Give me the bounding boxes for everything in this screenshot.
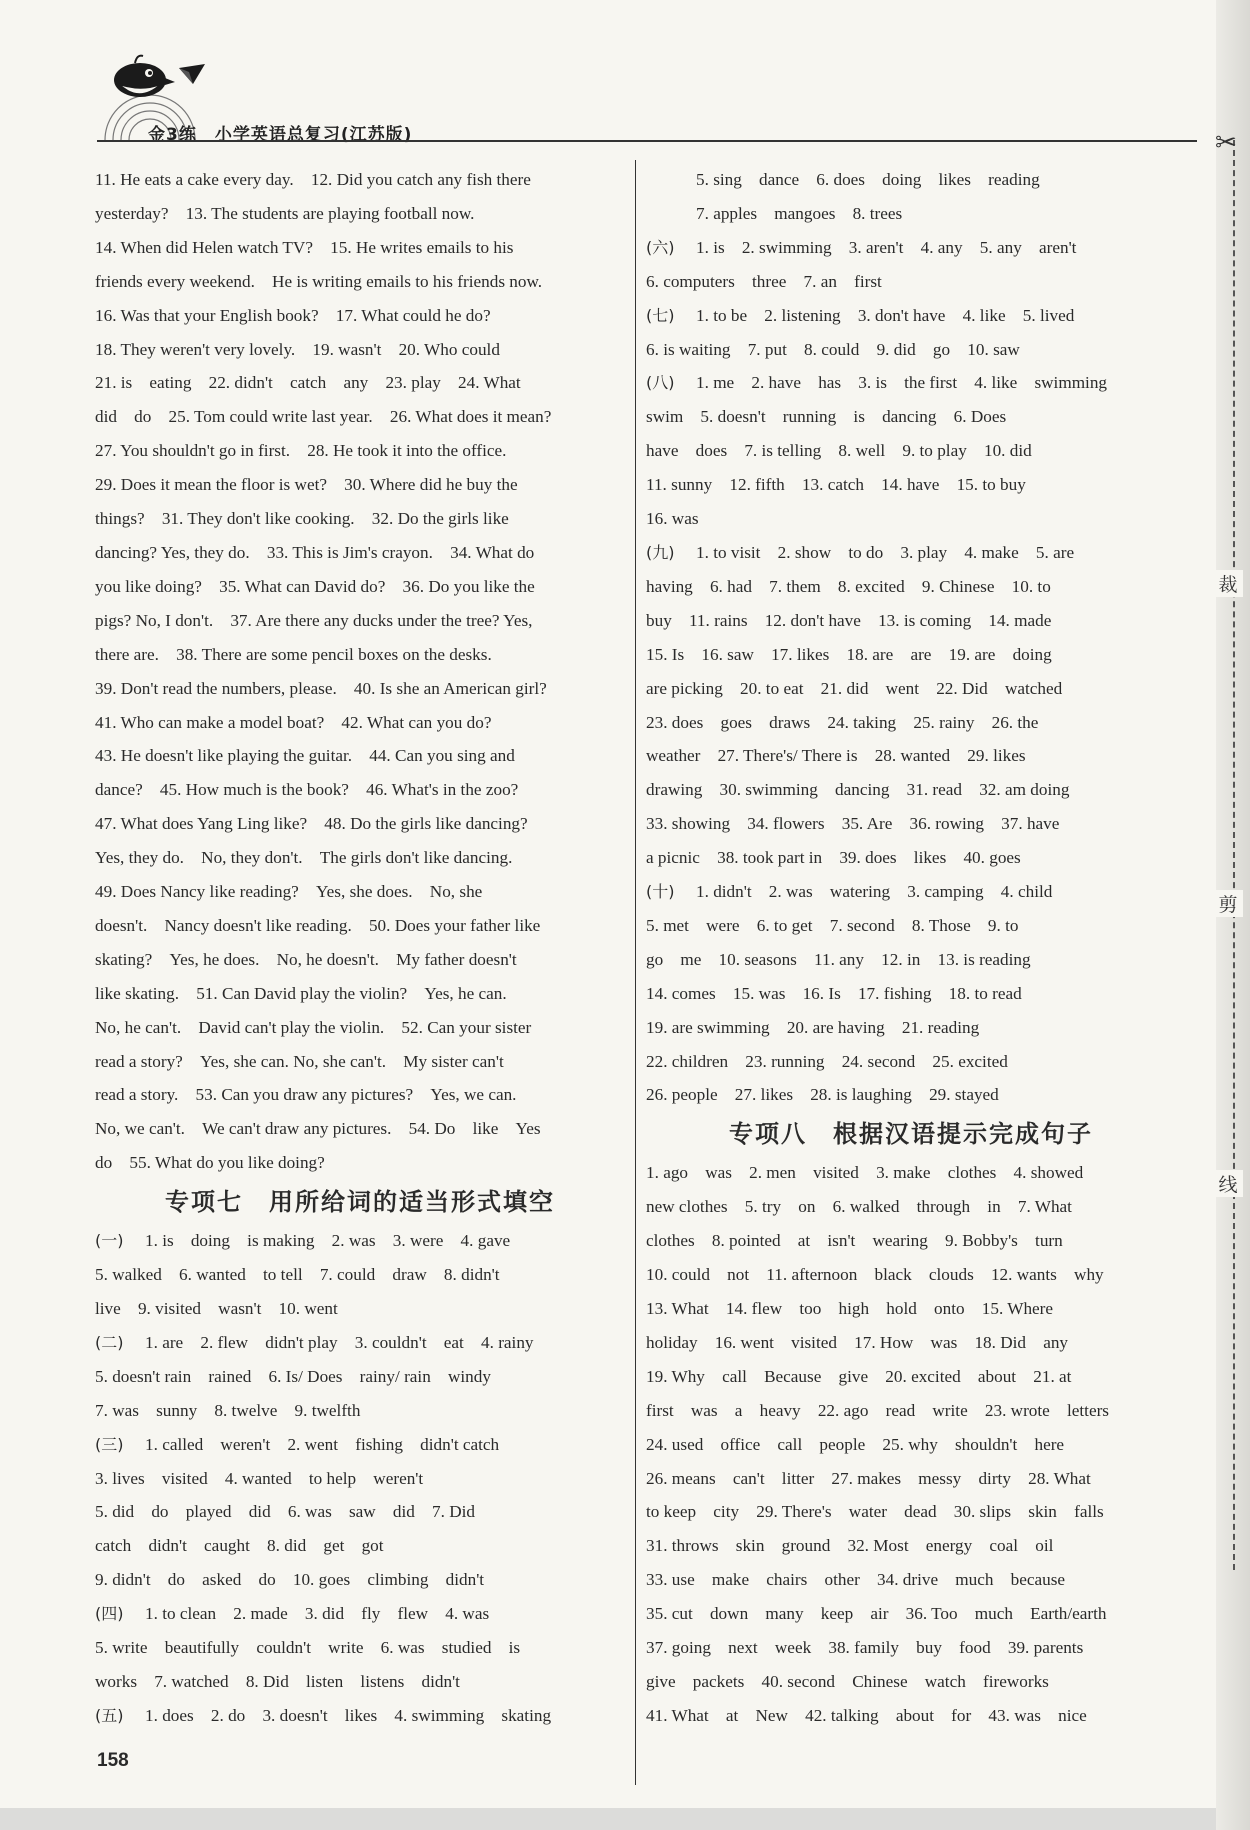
section-7-group-2 (95, 1326, 625, 1428)
answer-line: 13. What 14. flew too high hold onto 15. Where (646, 1299, 1054, 1318)
answer-line: 43. He doesn't like playing the guitar. 44. Can you sing and (95, 746, 515, 766)
answer-line: 1. to visit 2. show to do 3. play 4. make 5. are (696, 542, 1075, 562)
section-7-group-10 (646, 875, 1176, 1112)
answer-line: having 6. had 7. them 8. excited 9. Chinese 10. to (646, 576, 1051, 596)
answer-line: 1. does 2. do 3. doesn't likes 4. swimming skating (145, 1705, 552, 1725)
answer-line: 37. going next week 38. family buy food 39. parents (646, 1638, 1084, 1658)
side-mark-xian: 线 (1213, 1170, 1243, 1197)
group-label: (九) (646, 542, 675, 562)
section-7-group-5-cont (646, 163, 1176, 231)
answer-line: 1. to be 2. listening 3. don't have 4. like 5. lived (696, 305, 1075, 325)
section-8-lines (646, 1156, 1176, 1732)
bottom-scan-band (0, 1808, 1250, 1830)
answer-line: buy 11. rains 12. don't have 13. is coming 14. made (646, 610, 1052, 630)
answer-line: 26. people 27. likes 28. is laughing 29. stayed (646, 1085, 999, 1105)
left-column (95, 163, 625, 1733)
answer-line: 10. could not 11. afternoon black clouds 12. wants why (646, 1265, 1104, 1285)
answer-line: 29. Does it mean the floor is wet? 30. Where did he buy the (95, 475, 518, 495)
column-divider (635, 160, 636, 1785)
answer-line: 11. sunny 12. fifth 13. catch 14. have 15. to buy (646, 475, 1026, 495)
answer-line: 1. ago was 2. men visited 3. make clothes 4. showed (646, 1163, 1084, 1183)
scissors-icon: ✂ (1215, 128, 1237, 157)
answer-line: 41. What at New 42. talking about for 43. was nice (646, 1705, 1087, 1725)
answer-line: pigs? No, I don't. 37. Are there any ducks under the tree? Yes, (95, 610, 533, 630)
section-7-group-9 (646, 536, 1176, 875)
answer-line: 16. was (646, 509, 699, 529)
section-7-title: 专项七 用所给词的适当形式填空 (165, 1188, 555, 1217)
answer-line: 16. Was that your English book? 17. What could he do? (95, 305, 491, 325)
answer-line: 14. comes 15. was 16. Is 17. fishing 18. to read (646, 983, 1022, 1003)
answer-line: first was a heavy 22. ago read write 23. wrote letters (646, 1400, 1109, 1420)
group-label: (二) (95, 1332, 124, 1352)
answer-line: 15. Is 16. saw 17. likes 18. are are 19. are doing (646, 644, 1052, 664)
answer-line: dancing? Yes, they do. 33. This is Jim's crayon. 34. What do (95, 542, 535, 562)
section-8-title: 专项八 根据汉语提示完成句子 (729, 1120, 1093, 1149)
answer-line: things? 31. They don't like cooking. 32. Do the girls like (95, 509, 509, 529)
answer-line: 19. Why call Because give 20. excited about 21. at (646, 1366, 1072, 1386)
answer-line: 24. used office call people 25. why shouldn't here (646, 1434, 1065, 1454)
answer-line: 1. is doing is making 2. was 3. were 4. gave (145, 1231, 511, 1251)
answer-line: doesn't. Nancy doesn't like reading. 50. Does your father like (95, 915, 541, 935)
answer-line: new clothes 5. try on 6. walked through in 7. What (646, 1197, 1072, 1217)
answer-line: 1. is 2. swimming 3. aren't 4. any 5. any aren't (696, 237, 1077, 257)
answer-line: 5. write beautifully couldn't write 6. was studied is (95, 1638, 521, 1658)
answer-line: 1. didn't 2. was watering 3. camping 4. child (696, 882, 1053, 902)
answer-line: 5. sing dance 6. does doing likes reading (696, 170, 1040, 189)
answer-line: like skating. 51. Can David play the violin? Yes, he can. (95, 983, 507, 1003)
answer-line: 6. is waiting 7. put 8. could 9. did go 10. saw (646, 339, 1020, 359)
answer-line: 47. What does Yang Ling like? 48. Do the girls like dancing? (95, 814, 528, 834)
answer-line: swim 5. doesn't running is dancing 6. Does (646, 407, 1007, 427)
side-mark-jian: 剪 (1213, 890, 1243, 917)
section-7-group-5-start (95, 1699, 625, 1733)
answer-line: read a story. 53. Can you draw any pictures? Yes, we can. (95, 1085, 517, 1105)
answer-line: 39. Don't read the numbers, please. 40. Is she an American girl? (95, 678, 547, 698)
answer-line: 14. When did Helen watch TV? 15. He writes emails to his (95, 237, 514, 257)
page-number: 158 (97, 1750, 129, 1771)
answer-line: clothes 8. pointed at isn't wearing 9. Bobby's turn (646, 1231, 1063, 1251)
answer-line: 5. did do played did 6. was saw did 7. Did (95, 1502, 476, 1522)
cut-line (1233, 140, 1235, 1570)
answer-line: No, we can't. We can't draw any pictures. 54. Do like Yes (95, 1119, 541, 1139)
group-label: (八) (646, 373, 675, 393)
answer-line: do 55. What do you like doing? (95, 1153, 325, 1173)
answer-line: 1. me 2. have has 3. is the first 4. like swimming (696, 373, 1108, 393)
answer-line: weather 27. There's/ There is 28. wanted 29. likes (646, 746, 1026, 766)
answer-line: 7. apples mangoes 8. trees (696, 203, 903, 223)
answer-line: go me 10. seasons 11. any 12. in 13. is reading (646, 949, 1031, 969)
answer-line: 19. are swimming 20. are having 21. reading (646, 1017, 980, 1037)
group-label: (六) (646, 237, 675, 257)
group-label: (五) (95, 1705, 124, 1725)
answer-line: Yes, they do. No, they don't. The girls don't like dancing. (95, 848, 513, 868)
answer-line: 33. showing 34. flowers 35. Are 36. rowing 37. have (646, 814, 1060, 834)
answer-line: yesterday? 13. The students are playing football now. (95, 203, 475, 223)
answer-line: 1. to clean 2. made 3. did fly flew 4. was (145, 1604, 490, 1624)
section-7-group-8 (646, 366, 1176, 536)
answer-line: 41. Who can make a model boat? 42. What can you do? (95, 712, 492, 732)
group-label: (一) (95, 1231, 124, 1251)
right-column (646, 163, 1176, 1733)
answer-line: 35. cut down many keep air 36. Too much Earth/earth (646, 1604, 1107, 1624)
answer-line: 21. is eating 22. didn't catch any 23. play 24. What (95, 373, 521, 393)
answer-line: live 9. visited wasn't 10. went (95, 1299, 338, 1318)
answer-line: you like doing? 35. What can David do? 36. Do you like the (95, 576, 535, 596)
answer-line: catch didn't caught 8. did get got (95, 1536, 384, 1556)
answer-line: have does 7. is telling 8. well 9. to play 10. did (646, 441, 1032, 461)
book-brand-title: 金3练 小学英语总复习(江苏版) (148, 125, 413, 145)
answer-line: friends every weekend. He is writing emails to his friends now. (95, 271, 543, 291)
side-mark-cai: 裁 (1213, 570, 1243, 597)
answer-line: 27. You shouldn't go in first. 28. He took it into the office. (95, 441, 507, 461)
section-7-group-4 (95, 1597, 625, 1699)
answer-line: No, he can't. David can't play the violin. 52. Can your sister (95, 1017, 532, 1037)
answer-line: give packets 40. second Chinese watch fireworks (646, 1671, 1049, 1691)
answer-line: 9. didn't do asked do 10. goes climbing didn't (95, 1570, 485, 1590)
answer-line: 6. computers three 7. an first (646, 271, 882, 291)
answer-line: 22. children 23. running 24. second 25. excited (646, 1051, 1008, 1071)
answer-line: 5. met were 6. to get 7. second 8. Those 9. to (646, 915, 1019, 935)
answer-line: a picnic 38. took part in 39. does likes 40. goes (646, 848, 1021, 868)
header-rule (97, 140, 1197, 142)
answer-line: drawing 30. swimming dancing 31. read 32. am doing (646, 780, 1070, 800)
answer-line: there are. 38. There are some pencil boxes on the desks. (95, 644, 492, 664)
answer-line: 1. are 2. flew didn't play 3. couldn't eat 4. rainy (145, 1332, 534, 1352)
group-label: (四) (95, 1604, 124, 1624)
section-7-group-3 (95, 1428, 625, 1598)
answer-line: works 7. watched 8. Did listen listens didn't (95, 1671, 460, 1691)
answer-line: 49. Does Nancy like reading? Yes, she does. No, she (95, 882, 483, 902)
answer-line: 5. walked 6. wanted to tell 7. could draw 8. didn't (95, 1265, 500, 1285)
section-7-group-6 (646, 231, 1176, 299)
answer-line: 18. They weren't very lovely. 19. wasn't 20. Who could (95, 339, 500, 359)
answer-line: 33. use make chairs other 34. drive much because (646, 1570, 1066, 1590)
answer-line: skating? Yes, he does. No, he doesn't. My father doesn't (95, 949, 517, 969)
answer-line: dance? 45. How much is the book? 46. What's in the zoo? (95, 780, 519, 800)
answer-line: holiday 16. went visited 17. How was 18. Did any (646, 1332, 1069, 1352)
answer-line: 5. doesn't rain rained 6. Is/ Does rainy/ rain windy (95, 1366, 491, 1386)
answer-line: are picking 20. to eat 21. did went 22. Did watched (646, 678, 1063, 698)
answer-line: 1. called weren't 2. went fishing didn't catch (145, 1434, 500, 1454)
answer-line: 26. means can't litter 27. makes messy dirty 28. What (646, 1468, 1091, 1488)
group-label: (七) (646, 305, 675, 325)
answer-line: read a story? Yes, she can. No, she can't. My sister can't (95, 1051, 504, 1071)
answer-line: did do 25. Tom could write last year. 26. What does it mean? (95, 407, 552, 427)
answer-line: 11. He eats a cake every day. 12. Did you catch any fish there (95, 170, 531, 189)
section-7-group-7 (646, 299, 1176, 367)
answer-line: 3. lives visited 4. wanted to help weren't (95, 1468, 424, 1488)
left-intro-lines (95, 163, 625, 1180)
section-7-group-1 (95, 1224, 625, 1326)
group-label: (三) (95, 1434, 124, 1454)
answer-line: to keep city 29. There's water dead 30. slips skin falls (646, 1502, 1104, 1522)
group-label: (十) (646, 882, 675, 902)
answer-line: 7. was sunny 8. twelve 9. twelfth (95, 1400, 361, 1420)
answer-line: 23. does goes draws 24. taking 25. rainy 26. the (646, 712, 1039, 732)
answer-line: 31. throws skin ground 32. Most energy coal oil (646, 1536, 1054, 1556)
